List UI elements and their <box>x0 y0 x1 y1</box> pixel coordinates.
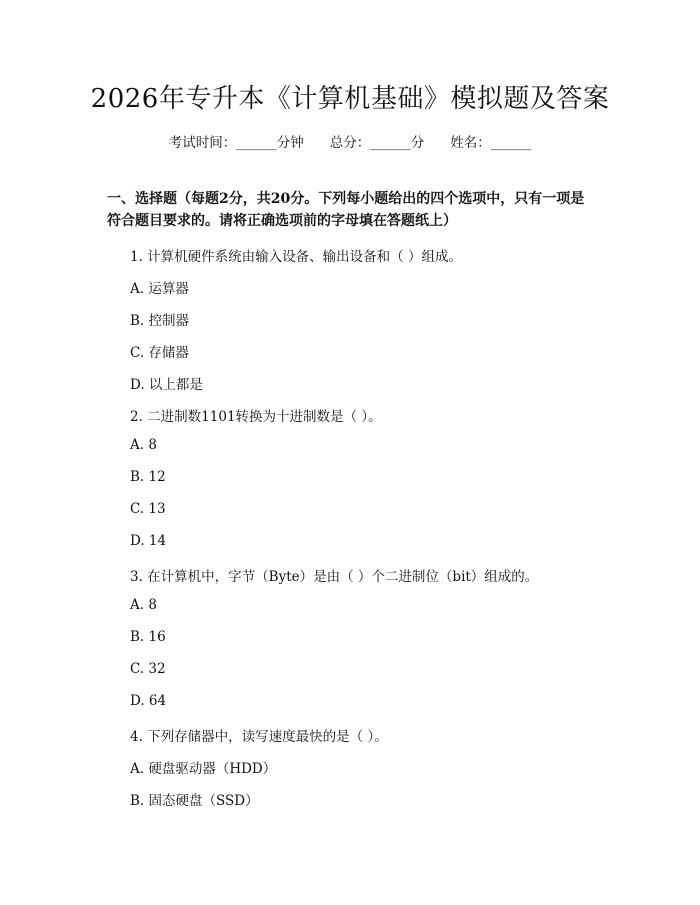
question-3: 3. 在计算机中，字节（Byte）是由（ ）个二进制位（bit）组成的。 <box>130 569 539 585</box>
student-name-field: 姓名：______ <box>450 135 532 151</box>
question-2-option-c: C. 13 <box>130 501 166 517</box>
question-1-option-c: C. 存储器 <box>130 345 189 361</box>
section-heading: 一、选择题（每题2分，共20分。下列每小题给出的四个选项中，只有一项是符合题目要求的。请将正确选项前的字母填在答题纸上） <box>107 191 585 229</box>
total-score-field: 总分：______分 <box>329 135 425 151</box>
question-4-option-a: A. 硬盘驱动器（HDD） <box>130 761 277 777</box>
question-4: 4. 下列存储器中，读写速度最快的是（ ）。 <box>130 729 388 745</box>
question-2-option-b: B. 12 <box>130 469 166 485</box>
question-1-option-b: B. 控制器 <box>130 313 190 329</box>
question-4-option-b: B. 固态硬盘（SSD） <box>130 793 259 809</box>
question-1-option-a: A. 运算器 <box>130 281 189 297</box>
exam-time-field: 考试时间：______分钟 <box>168 135 304 151</box>
question-3-option-a: A. 8 <box>130 597 157 613</box>
question-1-option-d: D. 以上都是 <box>130 377 203 393</box>
question-3-option-c: C. 32 <box>130 661 166 677</box>
page-title: 2026年专升本《计算机基础》模拟题及答案 <box>90 84 610 114</box>
question-2-option-d: D. 14 <box>130 533 167 549</box>
question-3-option-d: D. 64 <box>130 693 167 709</box>
question-3-option-b: B. 16 <box>130 629 166 645</box>
question-2: 2. 二进制数1101转换为十进制数是（ ）。 <box>130 409 382 425</box>
exam-meta-line <box>0 131 700 151</box>
question-1: 1. 计算机硬件系统由输入设备、输出设备和（ ）组成。 <box>130 249 462 265</box>
question-2-option-a: A. 8 <box>130 437 157 453</box>
